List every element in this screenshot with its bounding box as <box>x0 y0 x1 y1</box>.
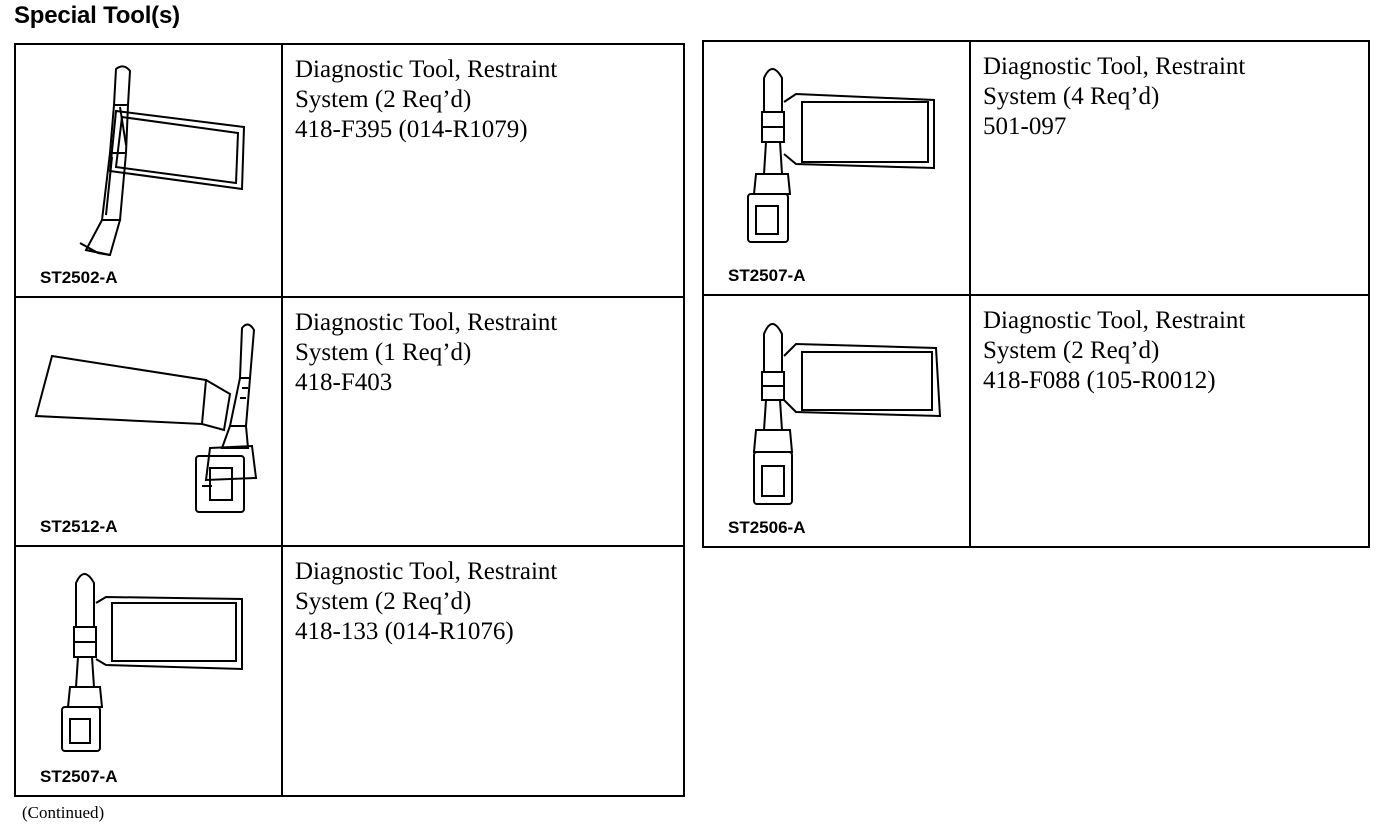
tool-description-line: Diagnostic Tool, Restraint <box>295 558 558 585</box>
tool-description-cell <box>282 44 684 297</box>
tool-code: ST2507-A <box>728 266 806 285</box>
tool-description-line: System (1 Req’d) <box>295 339 472 366</box>
tool-code: ST2507-A <box>40 767 118 786</box>
connector-tool-illustration <box>704 296 971 548</box>
connector-tool-illustration <box>16 547 283 797</box>
connector-tool-illustration <box>704 42 971 296</box>
tool-description-cell <box>970 41 1369 295</box>
tool-description-cell <box>282 546 684 796</box>
tool-description-line: Diagnostic Tool, Restraint <box>295 309 558 336</box>
connector-tool-illustration <box>16 298 283 547</box>
tool-description-line: System (4 Req’d) <box>983 83 1160 110</box>
tool-row <box>703 41 1369 295</box>
tools-table-right <box>702 40 1370 548</box>
tool-description-cell <box>970 295 1369 547</box>
tool-illustration-cell <box>15 546 282 796</box>
tool-row <box>15 546 684 796</box>
tool-row <box>15 297 684 546</box>
tool-description-line: System (2 Req’d) <box>295 588 472 615</box>
tool-part-number: 418-F395 (014-R1079) <box>295 116 528 143</box>
page-title: Special Tool(s) <box>14 2 180 29</box>
tool-description-line: System (2 Req’d) <box>295 86 472 113</box>
tool-description-line: Diagnostic Tool, Restraint <box>983 53 1246 80</box>
tool-description-line: Diagnostic Tool, Restraint <box>983 307 1246 334</box>
tool-part-number: 418-F088 (105-R0012) <box>983 367 1216 394</box>
tool-part-number: 501-097 <box>983 113 1067 140</box>
tool-illustration-cell <box>703 41 970 295</box>
tool-illustration-cell <box>15 44 282 297</box>
tool-description-cell <box>282 297 684 546</box>
tool-code: ST2506-A <box>728 518 806 537</box>
tool-illustration-cell <box>15 297 282 546</box>
tool-description-line: System (2 Req’d) <box>983 337 1160 364</box>
probe-tool-illustration <box>16 45 283 298</box>
tool-illustration-cell <box>703 295 970 547</box>
tool-code: ST2502-A <box>40 268 118 287</box>
tool-part-number: 418-F403 <box>295 369 393 396</box>
tools-table-left <box>14 43 685 797</box>
continued-note: (Continued) <box>22 803 105 822</box>
tool-description-line: Diagnostic Tool, Restraint <box>295 56 558 83</box>
tool-row <box>703 295 1369 547</box>
tool-part-number: 418-133 (014-R1076) <box>295 618 514 645</box>
tool-row <box>15 44 684 297</box>
tool-code: ST2512-A <box>40 517 118 536</box>
